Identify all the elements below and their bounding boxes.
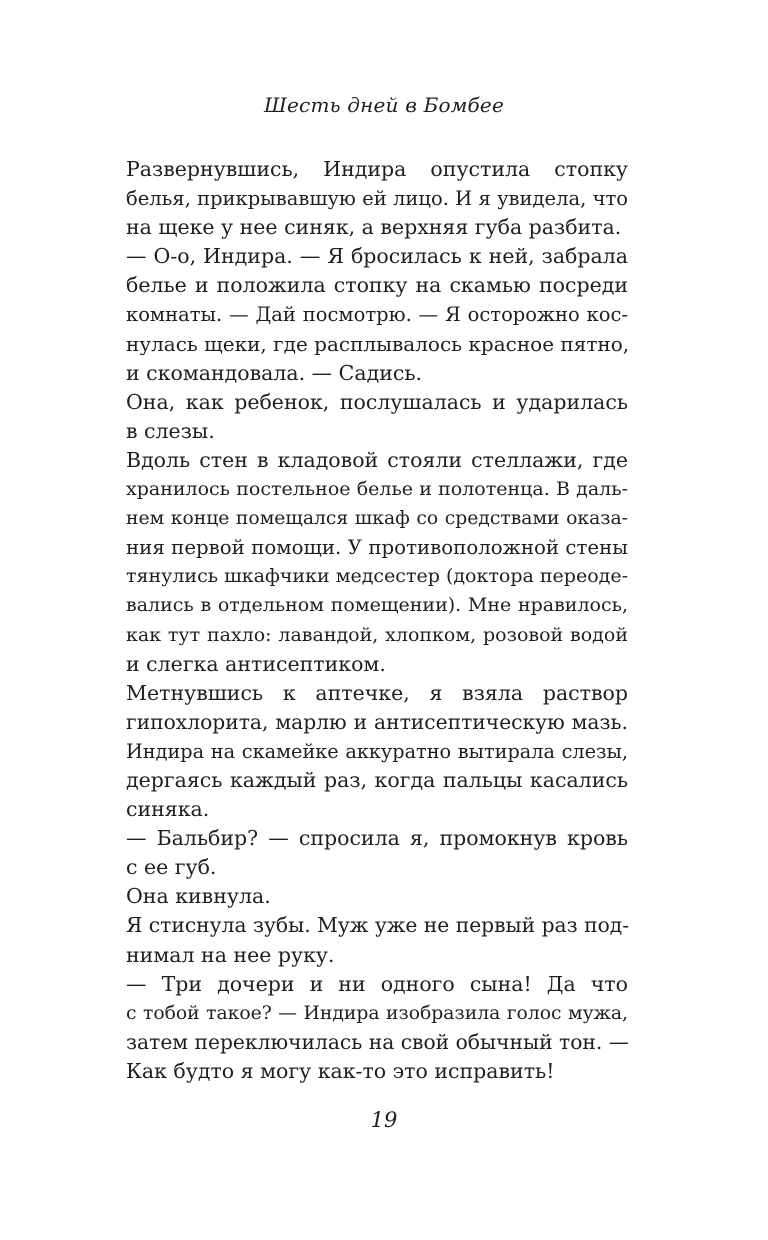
text-line: Метнувшись к аптечке, я взяла раствор [126, 680, 628, 705]
running-head: Шесть дней в Бомбее [264, 93, 504, 117]
text-line: белье и положила стопку на скамью посреди [126, 273, 628, 298]
text-line: комнаты. — Дай посмотрю. — Я осторожно кос- [126, 303, 628, 327]
text-line: вались в отдельном помещении). Мне нравилось, [126, 594, 628, 617]
text-line: с тобой такое? — Индира изобразила голос мужа, [126, 1002, 628, 1024]
text-line: — О-о, Индира. — Я бросилась к ней, забрала [126, 244, 628, 269]
text-line: хранилось постельное белье и полотенца. В даль- [126, 478, 628, 501]
text-line: Она, как ребенок, послушалась и ударилась [126, 389, 628, 414]
text-line: ния первой помощи. У противоположной стены [126, 536, 628, 560]
text-line: и скомандовала. — Садись. [126, 360, 423, 385]
text-line: с ее губ. [126, 855, 217, 880]
text-line: Я стиснула зубы. Муж уже не первый раз под- [126, 913, 630, 938]
text-line: тянулись шкафчики медсестер (доктора переоде- [126, 565, 628, 588]
body-text [126, 155, 628, 1086]
text-line: и слегка антисептиком. [126, 651, 386, 676]
text-line: нулась щеки, где расплывалось красное пятно, [126, 331, 630, 356]
text-line: нимал на нее руку. [126, 942, 335, 967]
text-line: Как будто я могу как-то это исправить! [126, 1058, 555, 1083]
text-line: на щеке у нее синяк, а верхняя губа разбита. [126, 215, 622, 240]
text-line: — Бальбир? — спросила я, промокнув кровь [126, 826, 628, 851]
text-line: синяка. [126, 797, 210, 822]
page-number: 19 [370, 1108, 398, 1132]
text-line: Индира на скамейке аккуратно вытирала слезы, [126, 739, 628, 763]
text-line: как тут пахло: лавандой, хлопком, розовой водой [126, 623, 628, 646]
text-line: нем конце помещался шкаф со средствами оказа- [126, 508, 628, 530]
text-line: гипохлорита, марлю и антисептическую мазь. [126, 709, 628, 734]
text-line: дергаясь каждый раз, когда пальцы касались [126, 767, 628, 792]
text-line: Развернувшись, Индира опустила стопку [126, 157, 628, 181]
text-line: затем переключилась на свой обычный тон. — [126, 1029, 630, 1054]
text-line: белья, прикрывавшую ей лицо. И я увидела, что [126, 187, 628, 211]
text-line: — Три дочери и ни одного сына! Да что [126, 971, 628, 996]
text-line: Вдоль стен в кладовой стояли стеллажи, где [126, 447, 628, 472]
text-line: Она кивнула. [126, 884, 271, 909]
text-line: в слезы. [126, 418, 215, 443]
